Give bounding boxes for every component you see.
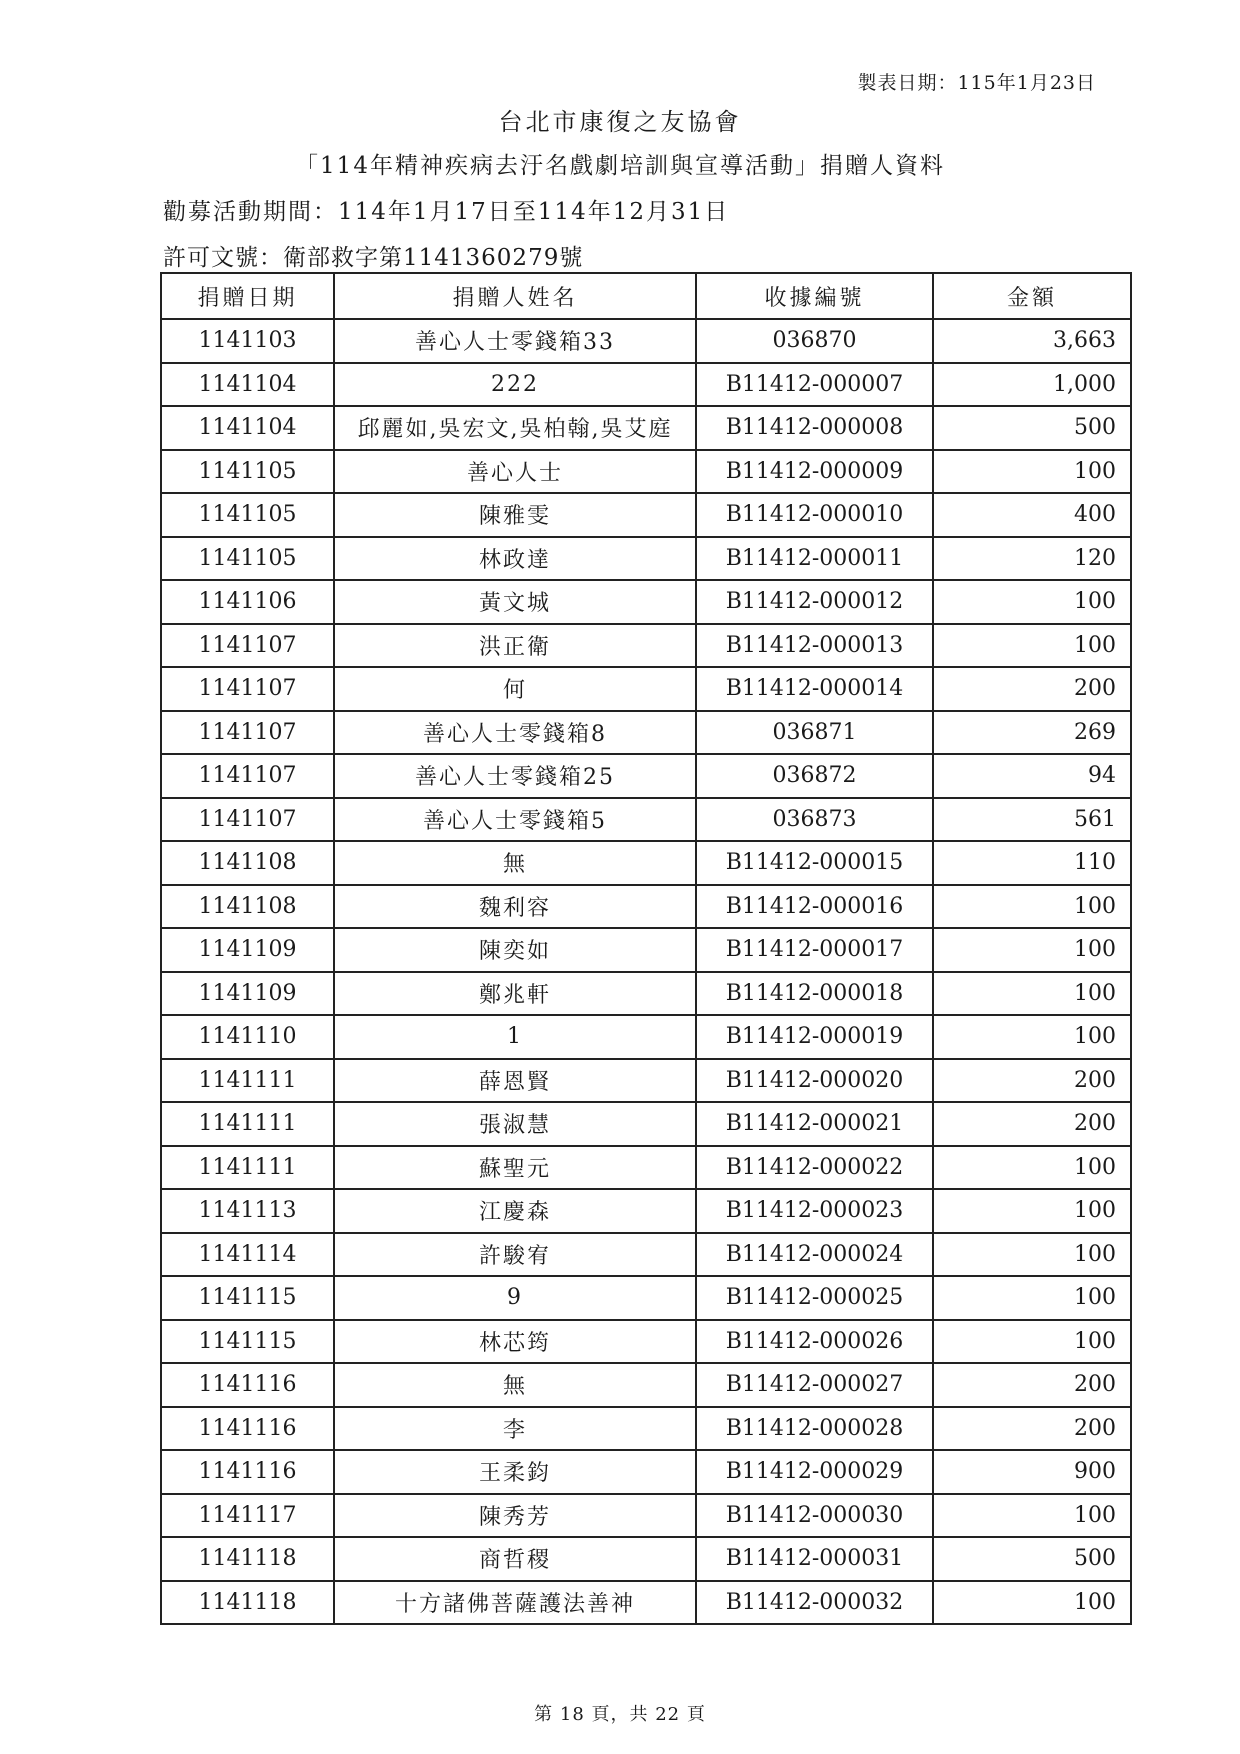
table-row: [161, 1494, 1131, 1538]
cell-amount: 100: [933, 1233, 1131, 1277]
cell-receipt-number: B11412-000030: [696, 1494, 933, 1538]
cell-donation-date: 1141107: [161, 798, 334, 842]
cell-donation-date: 1141109: [161, 972, 334, 1016]
cell-receipt-number: B11412-000010: [696, 493, 933, 537]
cell-donor-name: 林芯筠: [334, 1320, 696, 1364]
cell-donation-date: 1141105: [161, 537, 334, 581]
cell-amount: 400: [933, 493, 1131, 537]
cell-donor-name: 陳秀芳: [334, 1494, 696, 1538]
cell-amount: 100: [933, 1276, 1131, 1320]
cell-donation-date: 1141103: [161, 319, 334, 363]
column-header-amount: 金額: [933, 273, 1131, 319]
cell-receipt-number: B11412-000009: [696, 450, 933, 494]
cell-amount: 200: [933, 1102, 1131, 1146]
cell-receipt-number: B11412-000016: [696, 885, 933, 929]
table-row: [161, 667, 1131, 711]
cell-amount: 100: [933, 1015, 1131, 1059]
cell-amount: 200: [933, 1059, 1131, 1103]
cell-donor-name: 許駿宥: [334, 1233, 696, 1277]
cell-receipt-number: B11412-000017: [696, 928, 933, 972]
cell-receipt-number: B11412-000023: [696, 1189, 933, 1233]
cell-donor-name: 陳奕如: [334, 928, 696, 972]
cell-donation-date: 1141104: [161, 406, 334, 450]
table-row: [161, 1276, 1131, 1320]
cell-receipt-number: B11412-000008: [696, 406, 933, 450]
cell-receipt-number: B11412-000021: [696, 1102, 933, 1146]
column-header-date: 捐贈日期: [161, 273, 334, 319]
cell-donor-name: 王柔鈞: [334, 1450, 696, 1494]
table-body: [161, 319, 1131, 1624]
table-row: [161, 1581, 1131, 1625]
cell-receipt-number: B11412-000026: [696, 1320, 933, 1364]
table-row: [161, 841, 1131, 885]
cell-receipt-number: B11412-000024: [696, 1233, 933, 1277]
table-row: [161, 1407, 1131, 1451]
cell-donor-name: 善心人士零錢箱8: [334, 711, 696, 755]
cell-receipt-number: B11412-000011: [696, 537, 933, 581]
cell-donor-name: 黃文城: [334, 580, 696, 624]
fundraising-period: 勸募活動期間：114年1月17日至114年12月31日: [163, 199, 730, 225]
table-row: [161, 1537, 1131, 1581]
table-row: [161, 319, 1131, 363]
cell-donor-name: 陳雅雯: [334, 493, 696, 537]
cell-donation-date: 1141107: [161, 624, 334, 668]
table-row: [161, 798, 1131, 842]
cell-donation-date: 1141108: [161, 885, 334, 929]
cell-donor-name: 何: [334, 667, 696, 711]
cell-receipt-number: 036870: [696, 319, 933, 363]
table-row: [161, 580, 1131, 624]
cell-donor-name: 江慶森: [334, 1189, 696, 1233]
cell-amount: 100: [933, 972, 1131, 1016]
cell-donor-name: 魏利容: [334, 885, 696, 929]
table-row: [161, 885, 1131, 929]
report-date: 製表日期：115年1月23日: [857, 72, 1096, 94]
column-header-receipt-number: 收據編號: [696, 273, 933, 319]
cell-donor-name: 9: [334, 1276, 696, 1320]
table-row: [161, 537, 1131, 581]
cell-amount: 110: [933, 841, 1131, 885]
cell-receipt-number: B11412-000012: [696, 580, 933, 624]
cell-amount: 100: [933, 1494, 1131, 1538]
cell-donation-date: 1141116: [161, 1363, 334, 1407]
table-row: [161, 1059, 1131, 1103]
cell-receipt-number: 036871: [696, 711, 933, 755]
table-row: [161, 928, 1131, 972]
cell-receipt-number: B11412-000027: [696, 1363, 933, 1407]
table-row: [161, 754, 1131, 798]
table-row: [161, 624, 1131, 668]
cell-receipt-number: B11412-000032: [696, 1581, 933, 1625]
cell-donor-name: 鄭兆軒: [334, 972, 696, 1016]
cell-donor-name: 無: [334, 1363, 696, 1407]
cell-amount: 100: [933, 580, 1131, 624]
table-row: [161, 1102, 1131, 1146]
cell-receipt-number: B11412-000020: [696, 1059, 933, 1103]
cell-amount: 100: [933, 1581, 1131, 1625]
cell-amount: 269: [933, 711, 1131, 755]
cell-donor-name: 善心人士: [334, 450, 696, 494]
cell-donation-date: 1141107: [161, 754, 334, 798]
cell-amount: 900: [933, 1450, 1131, 1494]
table-row: [161, 972, 1131, 1016]
cell-donation-date: 1141115: [161, 1320, 334, 1364]
cell-receipt-number: 036873: [696, 798, 933, 842]
cell-amount: 100: [933, 1320, 1131, 1364]
cell-receipt-number: B11412-000014: [696, 667, 933, 711]
cell-amount: 561: [933, 798, 1131, 842]
cell-donor-name: 邱麗如,吳宏文,吳柏翰,吳艾庭: [334, 406, 696, 450]
cell-amount: 3,663: [933, 319, 1131, 363]
table-row: [161, 1146, 1131, 1190]
cell-amount: 100: [933, 885, 1131, 929]
cell-donation-date: 1141107: [161, 711, 334, 755]
cell-donor-name: 林政達: [334, 537, 696, 581]
table-row: [161, 1233, 1131, 1277]
table-row: [161, 406, 1131, 450]
cell-amount: 100: [933, 450, 1131, 494]
cell-donation-date: 1141113: [161, 1189, 334, 1233]
page-number: 第 18 頁，共 22 頁: [534, 1704, 706, 1725]
cell-receipt-number: B11412-000015: [696, 841, 933, 885]
cell-donation-date: 1141108: [161, 841, 334, 885]
table-row: [161, 1015, 1131, 1059]
cell-donation-date: 1141118: [161, 1537, 334, 1581]
cell-receipt-number: B11412-000018: [696, 972, 933, 1016]
cell-receipt-number: 036872: [696, 754, 933, 798]
cell-donor-name: 洪正衛: [334, 624, 696, 668]
cell-donation-date: 1141111: [161, 1146, 334, 1190]
cell-receipt-number: B11412-000029: [696, 1450, 933, 1494]
cell-donation-date: 1141118: [161, 1581, 334, 1625]
cell-donation-date: 1141110: [161, 1015, 334, 1059]
cell-receipt-number: B11412-000022: [696, 1146, 933, 1190]
cell-donation-date: 1141107: [161, 667, 334, 711]
cell-donor-name: 無: [334, 841, 696, 885]
organization-name: 台北市康復之友協會: [498, 108, 742, 136]
table-row: [161, 1450, 1131, 1494]
table-row: [161, 1363, 1131, 1407]
cell-donor-name: 薛恩賢: [334, 1059, 696, 1103]
table-row: [161, 493, 1131, 537]
table-row: [161, 711, 1131, 755]
cell-donor-name: 善心人士零錢箱5: [334, 798, 696, 842]
cell-donor-name: 十方諸佛菩薩護法善神: [334, 1581, 696, 1625]
cell-amount: 1,000: [933, 363, 1131, 407]
cell-donor-name: 商哲稷: [334, 1537, 696, 1581]
cell-donor-name: 李: [334, 1407, 696, 1451]
cell-receipt-number: B11412-000007: [696, 363, 933, 407]
cell-donor-name: 蘇聖元: [334, 1146, 696, 1190]
cell-donation-date: 1141115: [161, 1276, 334, 1320]
cell-amount: 200: [933, 1363, 1131, 1407]
cell-receipt-number: B11412-000031: [696, 1537, 933, 1581]
cell-donation-date: 1141111: [161, 1102, 334, 1146]
cell-amount: 100: [933, 1146, 1131, 1190]
cell-receipt-number: B11412-000019: [696, 1015, 933, 1059]
cell-donation-date: 1141105: [161, 493, 334, 537]
cell-donation-date: 1141117: [161, 1494, 334, 1538]
cell-donation-date: 1141104: [161, 363, 334, 407]
cell-amount: 120: [933, 537, 1131, 581]
cell-donation-date: 1141111: [161, 1059, 334, 1103]
permit-number: 許可文號：衛部救字第1141360279號: [163, 245, 584, 271]
table-row: [161, 1189, 1131, 1233]
cell-donation-date: 1141116: [161, 1450, 334, 1494]
cell-donor-name: 善心人士零錢箱33: [334, 319, 696, 363]
cell-donation-date: 1141114: [161, 1233, 334, 1277]
cell-receipt-number: B11412-000028: [696, 1407, 933, 1451]
cell-amount: 100: [933, 624, 1131, 668]
cell-amount: 500: [933, 406, 1131, 450]
cell-amount: 100: [933, 928, 1131, 972]
document-title: 「114年精神疾病去汙名戲劇培訓與宣導活動」捐贈人資料: [295, 153, 945, 179]
table-row: [161, 363, 1131, 407]
cell-donor-name: 張淑慧: [334, 1102, 696, 1146]
cell-receipt-number: B11412-000025: [696, 1276, 933, 1320]
cell-donor-name: 1: [334, 1015, 696, 1059]
cell-donation-date: 1141116: [161, 1407, 334, 1451]
column-header-donor-name: 捐贈人姓名: [334, 273, 696, 319]
cell-amount: 200: [933, 667, 1131, 711]
table-row: [161, 450, 1131, 494]
cell-amount: 100: [933, 1189, 1131, 1233]
cell-amount: 500: [933, 1537, 1131, 1581]
cell-donation-date: 1141106: [161, 580, 334, 624]
cell-donor-name: 222: [334, 363, 696, 407]
table-row: [161, 1320, 1131, 1364]
cell-receipt-number: B11412-000013: [696, 624, 933, 668]
cell-donation-date: 1141105: [161, 450, 334, 494]
cell-amount: 200: [933, 1407, 1131, 1451]
cell-donor-name: 善心人士零錢箱25: [334, 754, 696, 798]
donor-table: [160, 272, 1132, 1625]
cell-donation-date: 1141109: [161, 928, 334, 972]
cell-amount: 94: [933, 754, 1131, 798]
table-header-row: [161, 273, 1131, 319]
